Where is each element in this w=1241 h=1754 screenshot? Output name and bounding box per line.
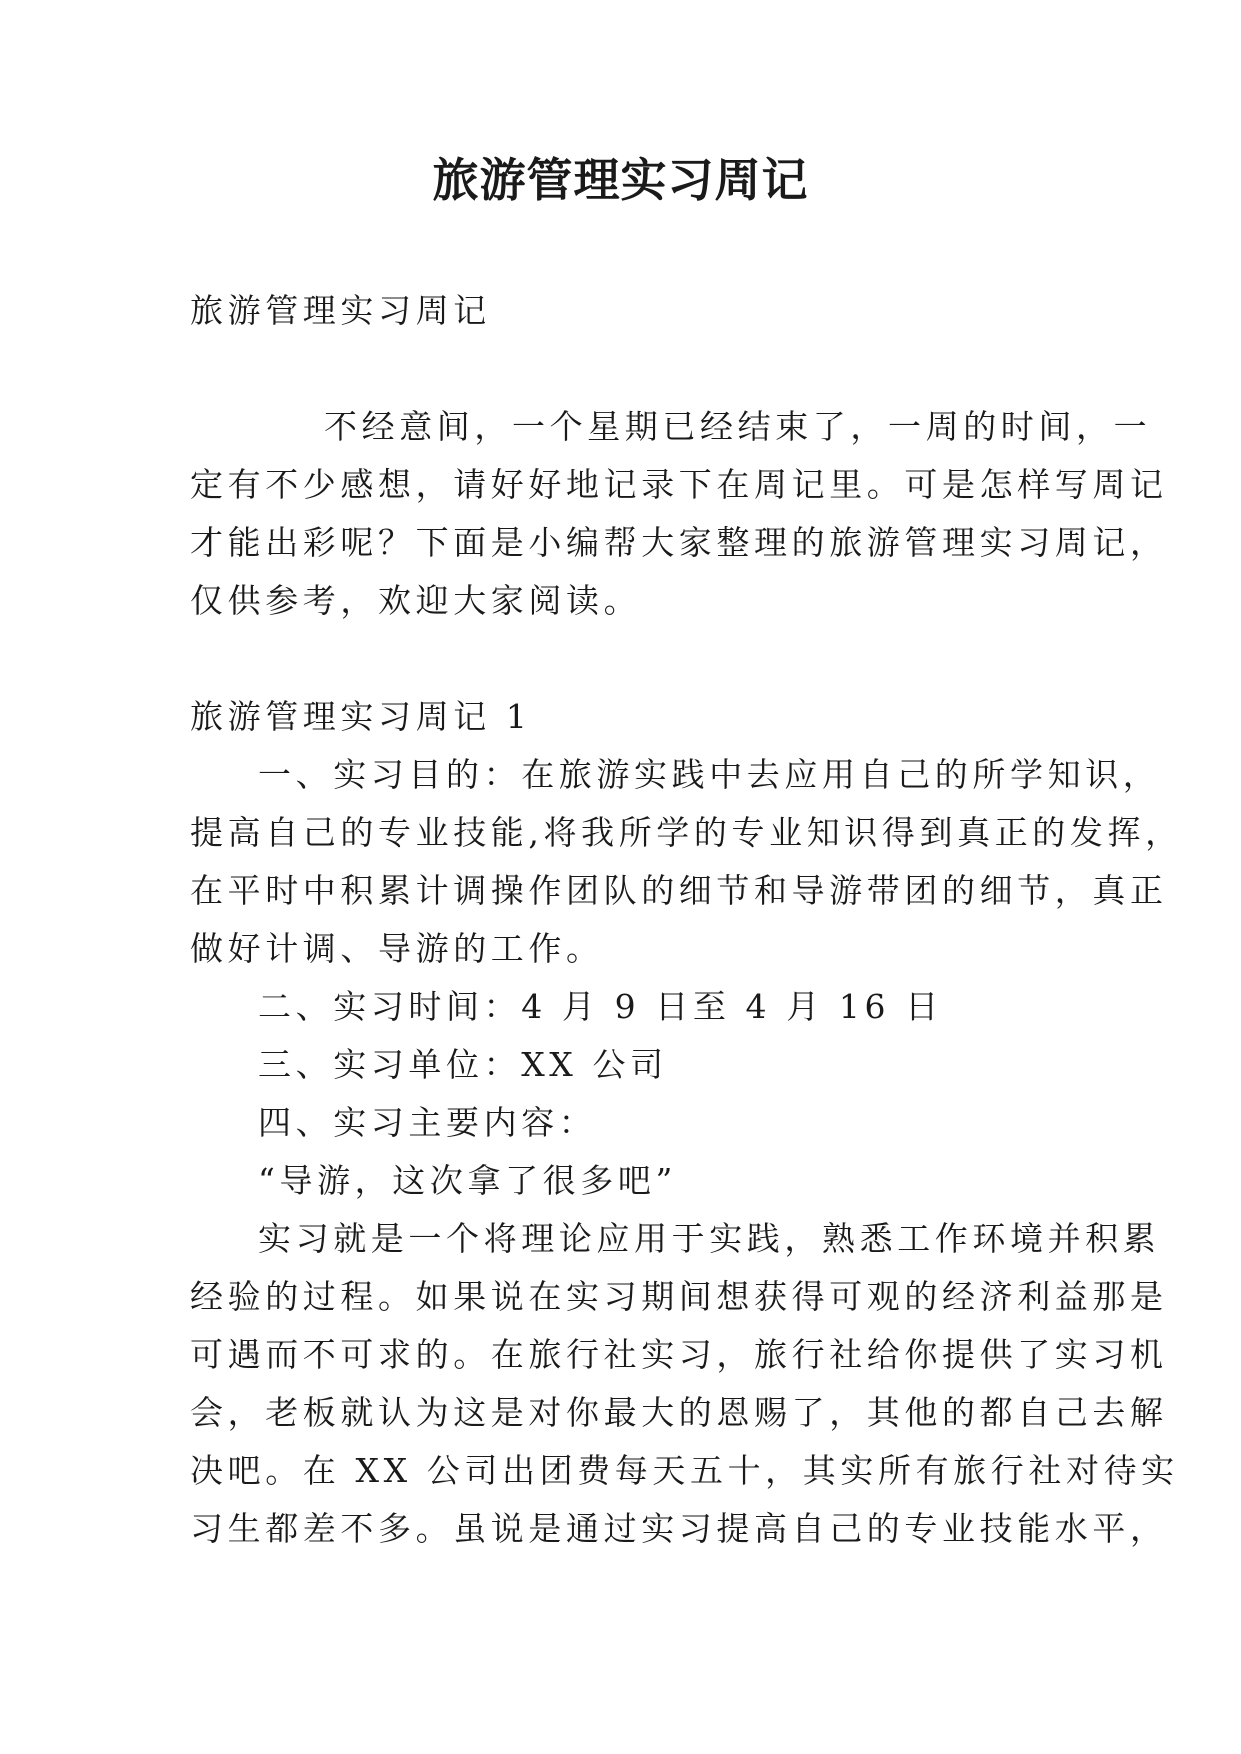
intro-paragraph-line: 定有不少感想，请好好地记录下在周记里。可是怎样写周记	[190, 465, 1168, 504]
document-subtitle: 旅游管理实习周记	[190, 291, 491, 330]
internship-unit: 三、实习单位：XX 公司	[258, 1045, 668, 1084]
body-paragraph-line: 经验的过程。如果说在实习期间想获得可观的经济利益那是	[190, 1277, 1168, 1316]
document-body	[190, 282, 1183, 1558]
intro-paragraph-line: 仅供参考，欢迎大家阅读。	[190, 581, 642, 620]
body-paragraph-line: 习生都差不多。虽说是通过实习提高自己的专业技能水平，	[190, 1509, 1168, 1548]
purpose-paragraph-line: 提高自己的专业技能,将我所学的专业知识得到真正的发挥，	[190, 813, 1183, 852]
purpose-paragraph-line: 一、实习目的：在旅游实践中去应用自己的所学知识，	[258, 755, 1161, 794]
body-paragraph-line: 决吧。在 XX 公司出团费每天五十，其实所有旅行社对待实	[190, 1451, 1179, 1490]
quote-line: “导游，这次拿了很多吧”	[258, 1161, 677, 1200]
internship-time: 二、实习时间：4 月 9 日至 4 月 16 日	[258, 987, 943, 1026]
purpose-paragraph-line: 做好计调、导游的工作。	[190, 929, 604, 968]
intro-paragraph-line: 才能出彩呢？下面是小编帮大家整理的旅游管理实习周记，	[190, 523, 1168, 562]
content-heading: 四、实习主要内容：	[258, 1103, 597, 1142]
purpose-paragraph-line: 在平时中积累计调操作团队的细节和导游带团的细节，真正	[190, 871, 1168, 910]
document-title: 旅游管理实习周记	[432, 153, 809, 207]
intro-paragraph-line: 不经意间，一个星期已经结束了，一周的时间，一	[324, 407, 1152, 446]
body-paragraph-line: 实习就是一个将理论应用于实践，熟悉工作环境并积累	[258, 1219, 1161, 1258]
body-paragraph-line: 可遇而不可求的。在旅行社实习，旅行社给你提供了实习机	[190, 1335, 1168, 1374]
section-heading: 旅游管理实习周记 1	[190, 697, 532, 736]
body-paragraph-line: 会，老板就认为这是对你最大的恩赐了，其他的都自己去解	[190, 1393, 1168, 1432]
